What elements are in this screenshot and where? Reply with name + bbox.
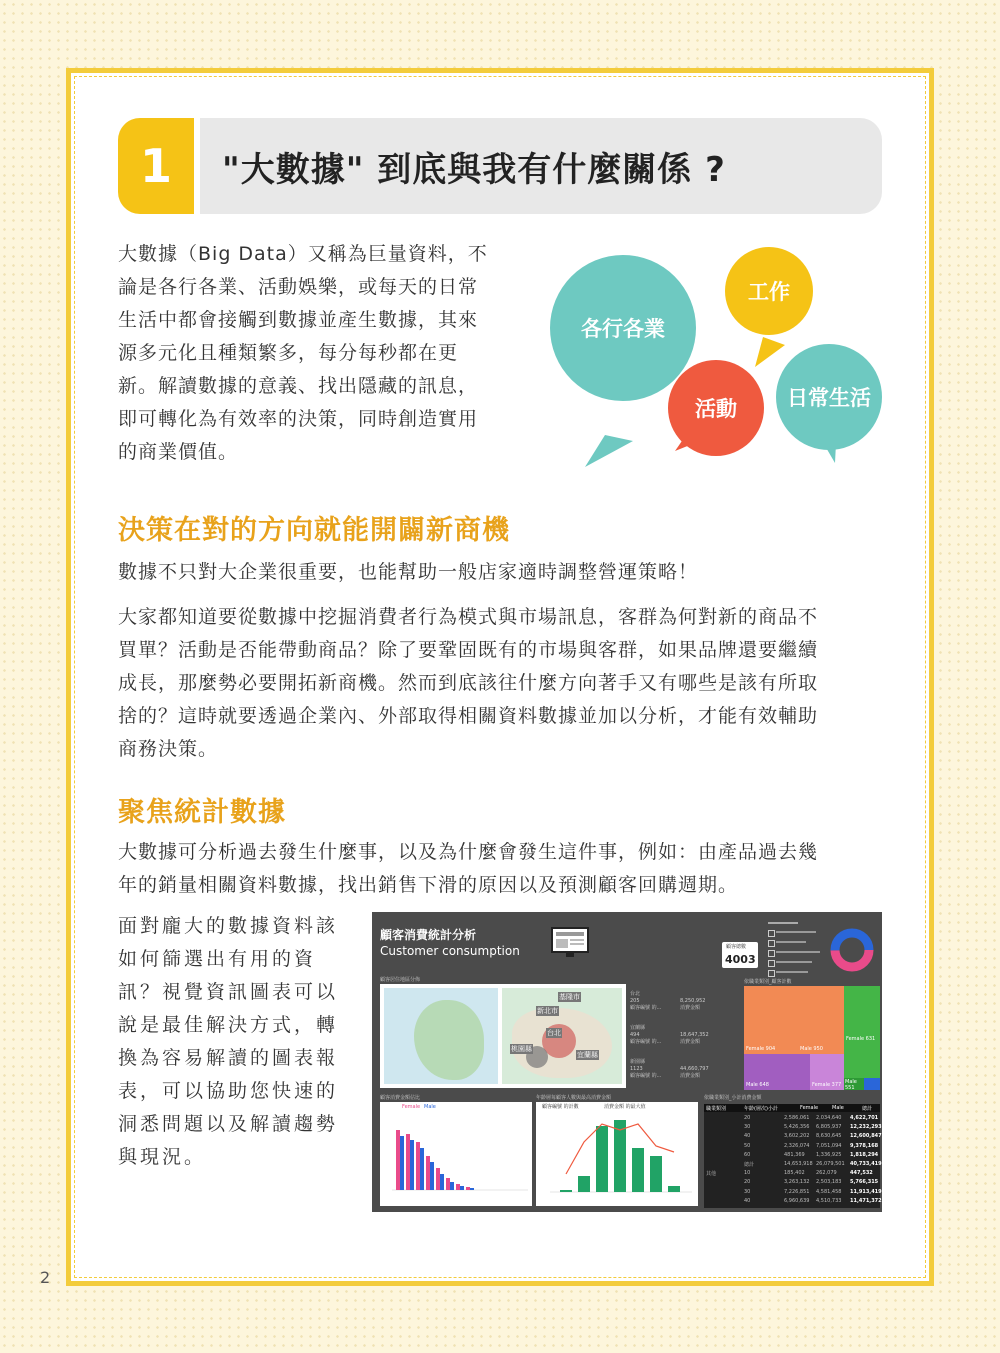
body-line: 大數據可分析過去發生什麼事，以及為什麼會發生這件事，例如：由產品過去幾 bbox=[118, 841, 819, 863]
chapter-heading bbox=[118, 118, 882, 214]
side-line: 換為容易解讀的圖表報 bbox=[118, 1047, 339, 1069]
intro-line: 論是各行各業、活動娛樂，或每天的日常 bbox=[118, 276, 479, 298]
table-cell: 9,378,168 bbox=[850, 1142, 879, 1149]
city-label: 新北市 bbox=[537, 1007, 558, 1015]
bar bbox=[400, 1136, 404, 1190]
bar bbox=[436, 1168, 440, 1190]
section2-body bbox=[118, 836, 882, 902]
body-line: 成長，那麼勢必要開拓新商機。然而到底該往什麼方向著手又有哪些是該有所取 bbox=[118, 672, 819, 694]
table-cell: 2,326,074 bbox=[784, 1142, 810, 1149]
bar bbox=[456, 1184, 460, 1190]
treemap-cell: Male 551 bbox=[844, 1078, 864, 1090]
table-cell: 8,630,645 bbox=[816, 1133, 842, 1140]
bar bbox=[430, 1162, 434, 1190]
bar bbox=[578, 1176, 590, 1192]
table-cell: 6,805,937 bbox=[816, 1124, 842, 1131]
treemap-cell: Male 648 bbox=[744, 1054, 810, 1090]
dashboard-title: 顧客消費統計分析 bbox=[380, 928, 477, 942]
table-row bbox=[704, 1151, 880, 1160]
table-cell: 4,622,701 bbox=[850, 1115, 879, 1121]
side-line: 與現況。 bbox=[118, 1146, 207, 1168]
bar bbox=[440, 1174, 444, 1190]
section-title-statistics: 聚焦統計數據 bbox=[118, 797, 286, 828]
bar bbox=[446, 1178, 450, 1190]
treemap-cell: Female 377 bbox=[810, 1054, 844, 1090]
gender-donut-chart bbox=[828, 926, 876, 974]
table-cell: 40 bbox=[744, 1197, 751, 1204]
region-stats: 台北 205 8,250,952 顧客編號 的... 消費金額 宜蘭縣 494 18,647,352 顧客編號 的... 消費金額 新園縣 1123 44,660,797 顧客編號 的... 消費金額 bbox=[630, 991, 709, 1079]
bubble-daily-life: 日常生活 bbox=[776, 344, 882, 450]
combo-chart-title: 年齡層每顧客人數與最高消費金額 bbox=[536, 1095, 612, 1101]
section1-body bbox=[118, 601, 882, 766]
table-row bbox=[704, 1114, 880, 1123]
bar bbox=[426, 1156, 430, 1190]
bar bbox=[650, 1156, 662, 1192]
bar bbox=[560, 1190, 572, 1192]
dashboard-subtitle: Customer consumption bbox=[380, 944, 520, 958]
legend-male: Male bbox=[424, 1104, 436, 1110]
table-cell: 30 bbox=[744, 1124, 751, 1131]
table-cell: 50 bbox=[744, 1142, 751, 1149]
bar bbox=[632, 1148, 644, 1192]
amount-table bbox=[704, 1104, 880, 1208]
combo-legend: 顧客編號 的計數 bbox=[542, 1104, 579, 1110]
table-cell: 5,426,356 bbox=[784, 1124, 810, 1131]
side-line: 面對龐大的數據資料該 bbox=[118, 915, 339, 937]
intro-paragraph bbox=[118, 238, 512, 469]
bar bbox=[406, 1134, 410, 1190]
bubble-industries: 各行各業 bbox=[550, 255, 696, 401]
bar-chart-title: 顧客消費金額佔比 bbox=[380, 1095, 421, 1101]
section1-lead: 數據不只對大企業很重要，也能幫助一般店家適時調整營運策略！ bbox=[118, 561, 699, 583]
table-cell: 5,766,315 bbox=[850, 1179, 879, 1186]
table-row bbox=[704, 1123, 880, 1132]
kpi-card bbox=[722, 942, 758, 968]
bar bbox=[460, 1186, 464, 1190]
intro-line: 源多元化且種類繁多，每分每秒都在更 bbox=[118, 342, 459, 364]
intro-line: 新。解讀數據的意義、找出隱藏的訊息， bbox=[118, 375, 479, 397]
table-cell: 2,586,061 bbox=[784, 1115, 810, 1121]
table-cell: 3,263,132 bbox=[784, 1179, 810, 1186]
table-row bbox=[704, 1169, 880, 1178]
city-label: 宜蘭縣 bbox=[577, 1051, 598, 1059]
bar bbox=[450, 1182, 454, 1190]
table-cell: 2,503,183 bbox=[816, 1179, 842, 1186]
side-line: 如何篩選出有用的資 bbox=[118, 948, 317, 970]
body-line: 年的銷量相關資料數據，找出銷售下滑的原因以及預測顧客回購週期。 bbox=[118, 874, 739, 896]
combo-chart bbox=[536, 1102, 698, 1206]
table-cell: 4,581,458 bbox=[816, 1188, 842, 1195]
side-line: 表，可以協助您快速的 bbox=[118, 1080, 339, 1102]
table-cell: 30 bbox=[744, 1188, 751, 1195]
dashboard-screenshot bbox=[372, 912, 882, 1212]
table-cell: 7,226,851 bbox=[784, 1188, 810, 1195]
table-row bbox=[704, 1178, 880, 1187]
table-cell: 4,510,733 bbox=[816, 1197, 842, 1204]
chapter-title: "大數據" 到底與我有什麼關係 ? bbox=[200, 118, 882, 214]
body-line: 商務決策。 bbox=[118, 738, 219, 760]
table-row bbox=[704, 1160, 880, 1169]
table-cell: 447,532 bbox=[850, 1170, 873, 1177]
table-row bbox=[704, 1197, 880, 1206]
bar bbox=[614, 1120, 626, 1192]
table-title: 依職業類別_小計消費金額 bbox=[704, 1095, 762, 1101]
intro-line: 大數據（Big Data）又稱為巨量資料，不 bbox=[118, 243, 488, 265]
table-cell: 262,079 bbox=[816, 1170, 837, 1177]
page-number: 2 bbox=[40, 1268, 51, 1287]
table-cell: 20 bbox=[744, 1179, 751, 1186]
bar bbox=[668, 1186, 680, 1192]
side-line: 洞悉問題以及解讀趨勢 bbox=[118, 1113, 339, 1135]
bar bbox=[470, 1188, 474, 1190]
table-cell: 其他 bbox=[706, 1171, 717, 1178]
table-cell: 11,471,372 bbox=[850, 1197, 882, 1204]
bar-chart bbox=[380, 1102, 532, 1206]
treemap-title: 依職業類別_顧客計數 bbox=[744, 979, 792, 985]
legend-female: Female bbox=[402, 1104, 421, 1110]
map-panel bbox=[380, 984, 626, 1088]
bar bbox=[396, 1130, 400, 1190]
treemap-cell bbox=[864, 1078, 880, 1090]
body-line: 大家都知道要從數據中挖掘消費者行為模式與市場訊息，客群為何對新的商品不 bbox=[118, 606, 819, 628]
section-title-decision: 決策在對的方向就能開闢新商機 bbox=[118, 515, 510, 546]
table-cell: 10 bbox=[744, 1170, 751, 1177]
table-cell: 12,600,847 bbox=[850, 1133, 882, 1140]
treemap-cell: Female 904 Male 950 bbox=[744, 986, 844, 1054]
combo-legend: 消費金額 的最大值 bbox=[604, 1104, 646, 1110]
table-cell: 481,369 bbox=[784, 1151, 805, 1158]
table-cell: 3,602,202 bbox=[784, 1133, 810, 1140]
table-cell: 26,079,501 bbox=[816, 1161, 845, 1167]
map-north-taiwan bbox=[502, 988, 622, 1084]
table-cell: 7,051,094 bbox=[816, 1142, 842, 1149]
bar-chart-panel bbox=[380, 1102, 532, 1206]
occupation-filter bbox=[768, 922, 824, 980]
map-title: 顧客居住地區分佈 bbox=[380, 977, 421, 983]
table-row bbox=[704, 1142, 880, 1151]
body-line: 買單？活動是否能帶動商品？除了要鞏固既有的市場與客群，如果品牌還要繼續 bbox=[118, 639, 819, 661]
map-taiwan bbox=[384, 988, 498, 1084]
intro-line: 的商業價值。 bbox=[118, 441, 239, 463]
table-cell: 14,653,918 bbox=[784, 1161, 813, 1167]
table-cell: 1,336,925 bbox=[816, 1151, 842, 1158]
table-cell: 185,402 bbox=[784, 1170, 805, 1177]
bar bbox=[420, 1148, 424, 1190]
bar bbox=[410, 1140, 414, 1190]
table-header: 職業類別 年齡(層次)小計 Female Male 總計 bbox=[704, 1104, 880, 1112]
table-cell: 11,913,419 bbox=[850, 1188, 882, 1195]
chapter-number: 1 bbox=[118, 118, 194, 214]
table-cell: 1,818,294 bbox=[850, 1151, 879, 1158]
monitor-icon bbox=[550, 926, 590, 960]
intro-line: 即可轉化為有效率的決策，同時創造實用 bbox=[118, 408, 479, 430]
table-cell: 60 bbox=[744, 1151, 751, 1158]
city-label: 台北 bbox=[547, 1029, 561, 1037]
bar bbox=[596, 1126, 608, 1192]
table-cell: 12,232,293 bbox=[850, 1124, 882, 1131]
body-line: 捨的？這時就要透過企業內、外部取得相關資料數據並加以分析，才能有效輔助 bbox=[118, 705, 819, 727]
table-cell: 20 bbox=[744, 1115, 751, 1121]
table-cell: 2,034,640 bbox=[816, 1115, 842, 1121]
table-row bbox=[704, 1188, 880, 1197]
bar bbox=[466, 1187, 470, 1190]
table-cell: 6,960,639 bbox=[784, 1197, 810, 1204]
kpi-label: 顧客總數 bbox=[726, 944, 747, 950]
table-cell: 40 bbox=[744, 1133, 751, 1140]
city-label: 桃園縣 bbox=[511, 1045, 532, 1053]
kpi-value: 4003 bbox=[725, 953, 756, 966]
table-cell: 40,733,419 bbox=[850, 1161, 882, 1167]
combo-chart-panel bbox=[536, 1102, 698, 1206]
bubble-activity: 活動 bbox=[668, 360, 764, 456]
treemap-cell: Female 631 bbox=[844, 986, 880, 1078]
section2-side-text bbox=[118, 910, 340, 1174]
table-cell: 總計 bbox=[744, 1162, 755, 1168]
bar bbox=[416, 1142, 420, 1190]
table-row bbox=[704, 1132, 880, 1141]
side-line: 訊？視覺資訊圖表可以 bbox=[118, 981, 339, 1003]
intro-line: 生活中都會接觸到數據並產生數據，其來 bbox=[118, 309, 479, 331]
bubble-work: 工作 bbox=[725, 247, 813, 335]
side-line: 說是最佳解決方式，轉 bbox=[118, 1014, 339, 1036]
city-label: 基隆市 bbox=[559, 993, 580, 1001]
